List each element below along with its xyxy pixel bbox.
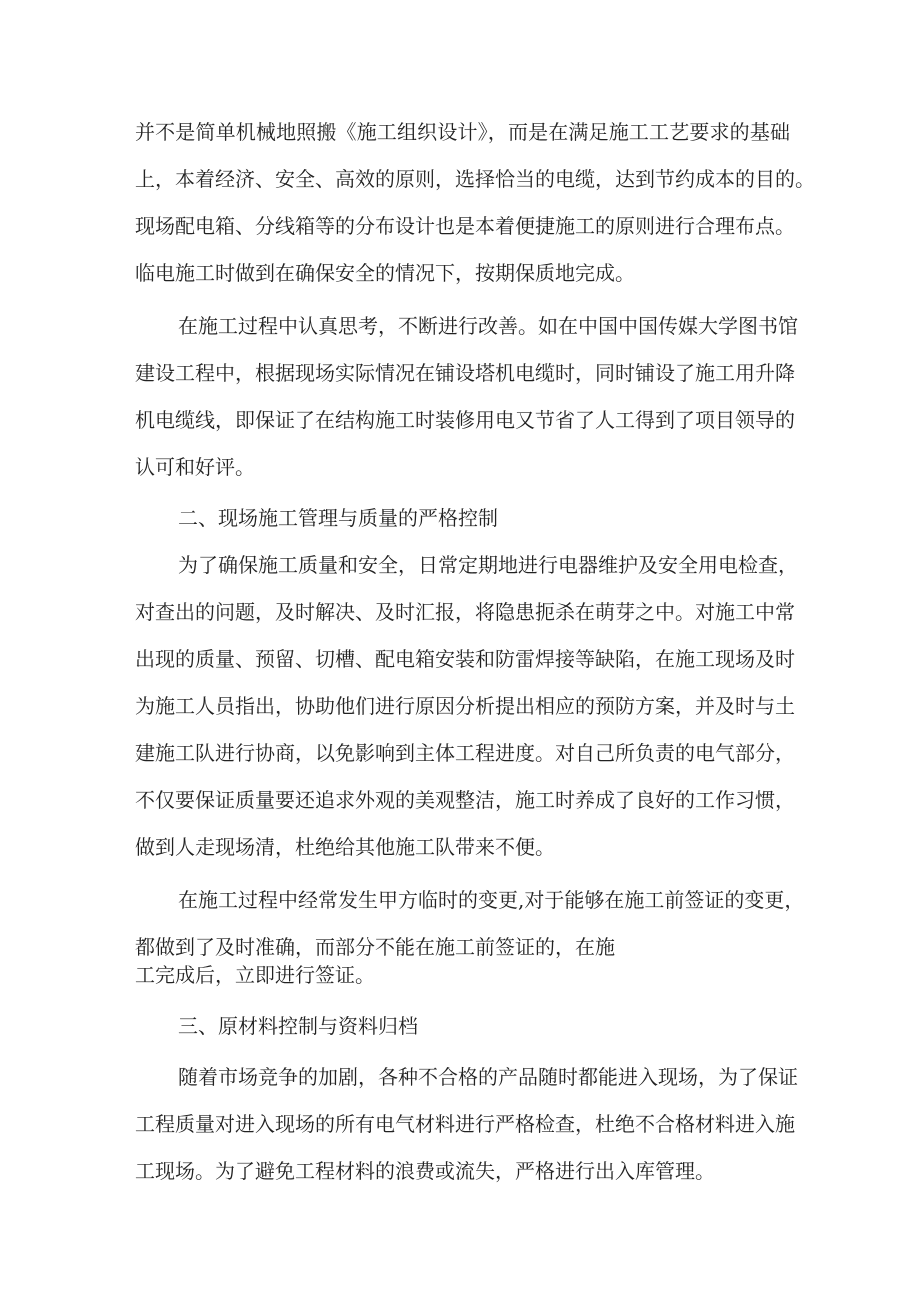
text-line: 对查出的问题，及时解决、及时汇报，将隐患扼杀在萌芽之中。对施工中常 <box>135 600 795 624</box>
text-line: 机电缆线，即保证了在结构施工时装修用电又节省了人工得到了项目领导的 <box>135 408 795 432</box>
text-line: 临电施工时做到在确保安全的情况下，按期保质地完成。 <box>135 261 635 285</box>
text-line: 在施工过程中经常发生甲方临时的变更,对于能够在施工前签证的变更， <box>178 888 805 912</box>
text-line: 认可和好评。 <box>135 455 255 479</box>
section-heading: 三、原材料控制与资料归档 <box>178 1014 418 1038</box>
text-line: 都做到了及时准确，而部分不能在施工前签证的，在施 <box>135 935 615 959</box>
section-heading: 二、现场施工管理与质量的严格控制 <box>178 506 498 530</box>
text-line: 并不是简单机械地照搬《施工组织设计》，而是在满足施工工艺要求的基础 <box>135 120 790 144</box>
text-line: 随着市场竞争的加剧，各种不合格的产品随时都能进入现场，为了保证 <box>178 1065 798 1089</box>
text-line: 建施工队进行协商，以免影响到主体工程进度。对自己所负责的电气部分， <box>135 741 795 765</box>
text-line: 工程质量对进入现场的所有电气材料进行严格检查，杜绝不合格材料进入施 <box>135 1112 795 1136</box>
text-line: 做到人走现场清，杜绝给其他施工队带来不便。 <box>135 835 555 859</box>
text-line: 现场配电箱、分线箱等的分布设计也是本着便捷施工的原则进行合理布点。 <box>135 214 795 238</box>
text-line: 上，本着经济、安全、高效的原则，选择恰当的电缆，达到节约成本的目的。 <box>135 167 815 191</box>
text-line: 不仅要保证质量要还追求外观的美观整洁，施工时养成了良好的工作习惯， <box>135 788 795 812</box>
text-line: 建设工程中，根据现场实际情况在铺设塔机电缆时，同时铺设了施工用升降 <box>135 361 795 385</box>
text-line: 出现的质量、预留、切槽、配电箱安装和防雷焊接等缺陷，在施工现场及时 <box>135 647 795 671</box>
text-line: 在施工过程中认真思考，不断进行改善。如在中国中国传媒大学图书馆 <box>178 314 798 338</box>
text-line: 为了确保施工质量和安全，日常定期地进行电器维护及安全用电检查， <box>178 553 798 577</box>
text-line: 为施工人员指出，协助他们进行原因分析提出相应的预防方案，并及时与土 <box>135 694 795 718</box>
text-line: 工现场。为了避免工程材料的浪费或流失，严格进行出入库管理。 <box>135 1159 715 1183</box>
text-line: 工完成后，立即进行签证。 <box>135 963 375 987</box>
